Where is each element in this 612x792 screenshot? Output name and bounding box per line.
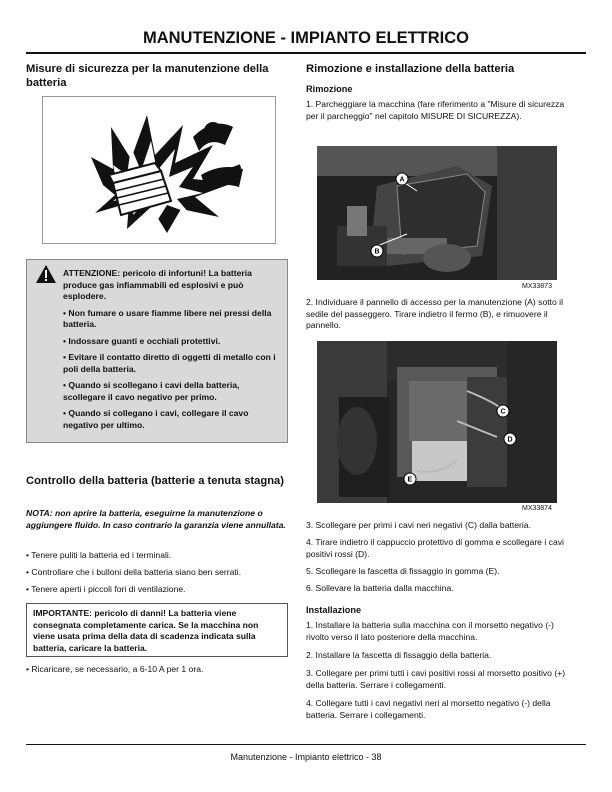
photo-caption: MX33873 (522, 283, 552, 290)
warning-bullet: • Indossare guanti e occhiali protettivi. (63, 335, 221, 346)
photo-content (317, 146, 557, 280)
battery-cables-photo (317, 341, 557, 503)
warning-bullet: • Quando si collegano i cavi, collegare il cavo negativo per ultimo. (63, 408, 249, 430)
callout-label: E (407, 476, 413, 484)
install-step: 4. Collegare tutti i cavi negativi neri al morsetto negativo (-) della batteria. Serrare i collegamenti. (306, 698, 551, 720)
install-step: 2. Installare la fascetta di fissaggio della batteria. (306, 650, 492, 660)
install-step: 1. Installare la batteria sulla macchina con il morsetto negativo (-) rivolto verso il lato posteriore della macchina. (306, 620, 554, 642)
battery-explosion-illustration (42, 96, 276, 244)
install-step: 3. Collegare per primi tutti i cavi positivi rossi al morsetto positivo (+) della batteria. Serrare i collegamenti. (306, 668, 566, 690)
footer-divider (26, 744, 586, 745)
step-text: 4. Tirare indietro il cappuccio protettivo di gomma e scollegare i cavi positivi rossi (D). (306, 537, 564, 559)
removal-section-title: Rimozione e installazione della batteria (306, 63, 515, 75)
recharge-text: • Ricaricare, se necessario, a 6-10 A per 1 ora. (26, 664, 204, 674)
check-bullet: • Tenere aperti i piccoli fori di ventilazione. (26, 584, 186, 594)
warning-bullet: • Quando si scollegano i cavi della batteria, scollegare il cavo negativo per primo. (63, 380, 240, 402)
callout-label: C (500, 408, 506, 416)
warning-bullet: • Non fumare o usare fiamme libere nei pressi della batteria. (63, 307, 272, 329)
warning-box (26, 259, 288, 443)
check-bullet: • Controllare che i bulloni della batteria siano ben serrati. (26, 567, 242, 577)
callout-label: D (507, 436, 513, 444)
step-text: 6. Sollevare la batteria dalla macchina. (306, 583, 454, 593)
explosion-icon (43, 97, 275, 243)
step-text: 3. Scollegare per primi i cavi neri negativi (C) dalla batteria. (306, 520, 531, 530)
important-box (26, 603, 288, 657)
warning-triangle-icon (35, 264, 57, 284)
page-title: MANUTENZIONE - IMPIANTO ELETTRICO (26, 28, 586, 54)
important-text: IMPORTANTE: pericolo di danni! La batteria viene consegnata completamente carica. Se la macchina non viene usata prima della data di scadenza indicata sulla batteria, caricare la batteria. (33, 608, 259, 653)
check-section-title: Controllo della batteria (batterie a tenuta stagna) (26, 475, 284, 487)
step-text: 5. Scollegare la fascetta di fissaggio in gomma (E). (306, 566, 500, 576)
install-subtitle: Installazione (306, 605, 362, 615)
warning-heading: ATTENZIONE: pericolo di infortuni! La batteria produce gas infiammabili ed esplosivi e può esplodere. (63, 268, 252, 301)
step-text: 2. Individuare il pannello di accesso per la manutenzione (A) sotto il sedile del passeggero. Tirare indietro il fermo (B), e rimuovere il pannello. (306, 297, 564, 330)
callout-label: B (374, 248, 380, 256)
battery-panel-photo (317, 146, 557, 280)
step-text: 1. Parcheggiare la macchina (fare riferimento a "Misure di sicurezza per il parcheggio" nel capitolo MISURE DI SICUREZZA). (306, 99, 565, 121)
removal-subtitle: Rimozione (306, 84, 353, 94)
photo-caption: MX33874 (522, 505, 552, 512)
check-bullet: • Tenere puliti la batteria ed i terminali. (26, 550, 172, 560)
warning-bullet: • Evitare il contatto diretto di oggetti di metallo con i poli della batteria. (63, 352, 276, 374)
photo-content (317, 341, 557, 503)
page-footer: Manutenzione - Impianto elettrico - 38 (230, 752, 382, 762)
note-text: NOTA: non aprire la batteria, eseguirne la manutenzione o aggiungere fluido. In caso contrario la garanzia viene annullata. (26, 508, 286, 530)
callout-label: A (399, 176, 405, 184)
safety-section-title: Misure di sicurezza per la manutenzione della batteria (26, 63, 269, 89)
